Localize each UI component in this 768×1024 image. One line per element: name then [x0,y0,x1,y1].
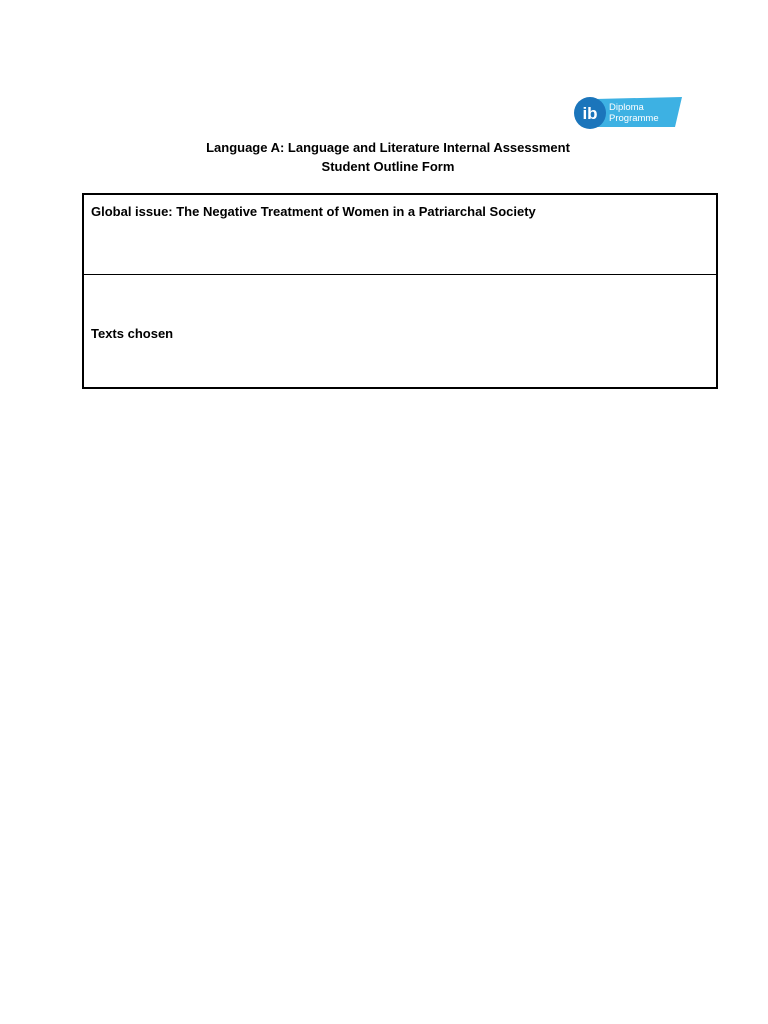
texts-chosen-row [84,275,716,387]
student-outline-table [82,193,718,389]
logo-mark: ib [582,104,598,123]
logo-line1: Diploma [609,102,644,113]
ib-logo-icon [573,96,683,130]
global-issue-row [84,195,716,275]
document-title [0,138,768,176]
ib-diploma-programme-logo [573,96,683,130]
title-line-1: Language A: Language and Literature Internal Assessment [206,140,570,155]
title-line-2: Student Outline Form [321,159,455,174]
logo-line2: Programme [609,113,659,124]
global-issue-text: Global issue: The Negative Treatment of Women in a Patriarchal Society [91,204,536,219]
texts-chosen-label: Texts chosen [91,326,174,341]
